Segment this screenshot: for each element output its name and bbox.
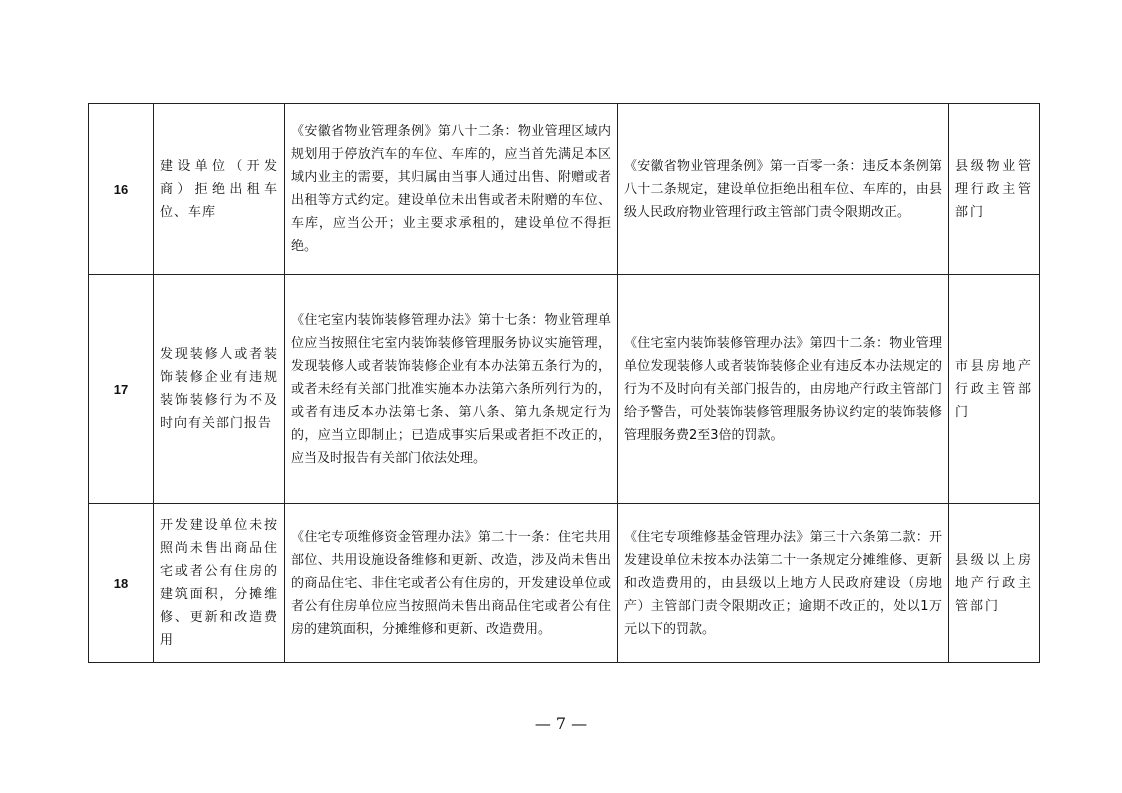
table-row [89,275,1040,504]
legal-basis: 《住宅专项维修资金管理办法》第二十一条：住宅共用部位、共用设施设备维修和更新、改造，涉及尚未售出的商品住宅、非住宅或者公有住房的，开发建设单位或者公有住房单位应当按照尚未售出商品住宅或者公有住房的建筑面积，分摊维修和更新、改造费用。 [285,504,618,663]
penalty-provision: 《住宅专项维修基金管理办法》第三十六条第二款：开发建设单位未按本办法第二十一条规定分摊维修、更新和改造费用的，由县级以上地方人民政府建设（房地产）主管部门责令限期改正；逾期不改正的，处以1万元以下的罚款。 [618,504,949,663]
enforcement-department: 县级物业管理行政主管部门 [949,104,1040,275]
page-number: — 7 — [534,714,588,733]
violation-description: 发现装修人或者装饰装修企业有违规装饰装修行为不及时向有关部门报告 [154,275,285,504]
penalty-provision: 《安徽省物业管理条例》第一百零一条：违反本条例第八十二条规定，建设单位拒绝出租车位、车库的，由县级人民政府物业管理行政主管部门责令限期改正。 [618,104,949,275]
row-number: 16 [89,104,154,275]
table-row [89,504,1040,663]
table-row [89,104,1040,275]
legal-basis: 《安徽省物业管理条例》第八十二条：物业管理区域内规划用于停放汽车的车位、车库的，应当首先满足本区域内业主的需要，其归属由当事人通过出售、附赠或者出租等方式约定。建设单位未出售或者未附赠的车位、车库，应当公开；业主要求承租的，建设单位不得拒绝。 [285,104,618,275]
violation-description: 开发建设单位未按照尚未售出商品住宅或者公有住房的建筑面积，分摊维修、更新和改造费用 [154,504,285,663]
row-number: 18 [89,504,154,663]
legal-basis: 《住宅室内装饰装修管理办法》第十七条：物业管理单位应当按照住宅室内装饰装修管理服务协议实施管理，发现装修人或者装饰装修企业有本办法第五条行为的，或者未经有关部门批准实施本办法第六条所列行为的，或者有违反本办法第七条、第八条、第九条规定行为的，应当立即制止；已造成事实后果或者拒不改正的，应当及时报告有关部门依法处理。 [285,275,618,504]
penalty-provision: 《住宅室内装饰装修管理办法》第四十二条：物业管理单位发现装修人或者装饰装修企业有违反本办法规定的行为不及时向有关部门报告的，由房地产行政主管部门给予警告，可处装饰装修管理服务协议约定的装饰装修管理服务费2至3倍的罚款。 [618,275,949,504]
enforcement-department: 县级以上房地产行政主管部门 [949,504,1040,663]
regulation-table [88,103,1040,663]
violation-description: 建设单位（开发商）拒绝出租车位、车库 [154,104,285,275]
row-number: 17 [89,275,154,504]
enforcement-department: 市县房地产行政主管部门 [949,275,1040,504]
